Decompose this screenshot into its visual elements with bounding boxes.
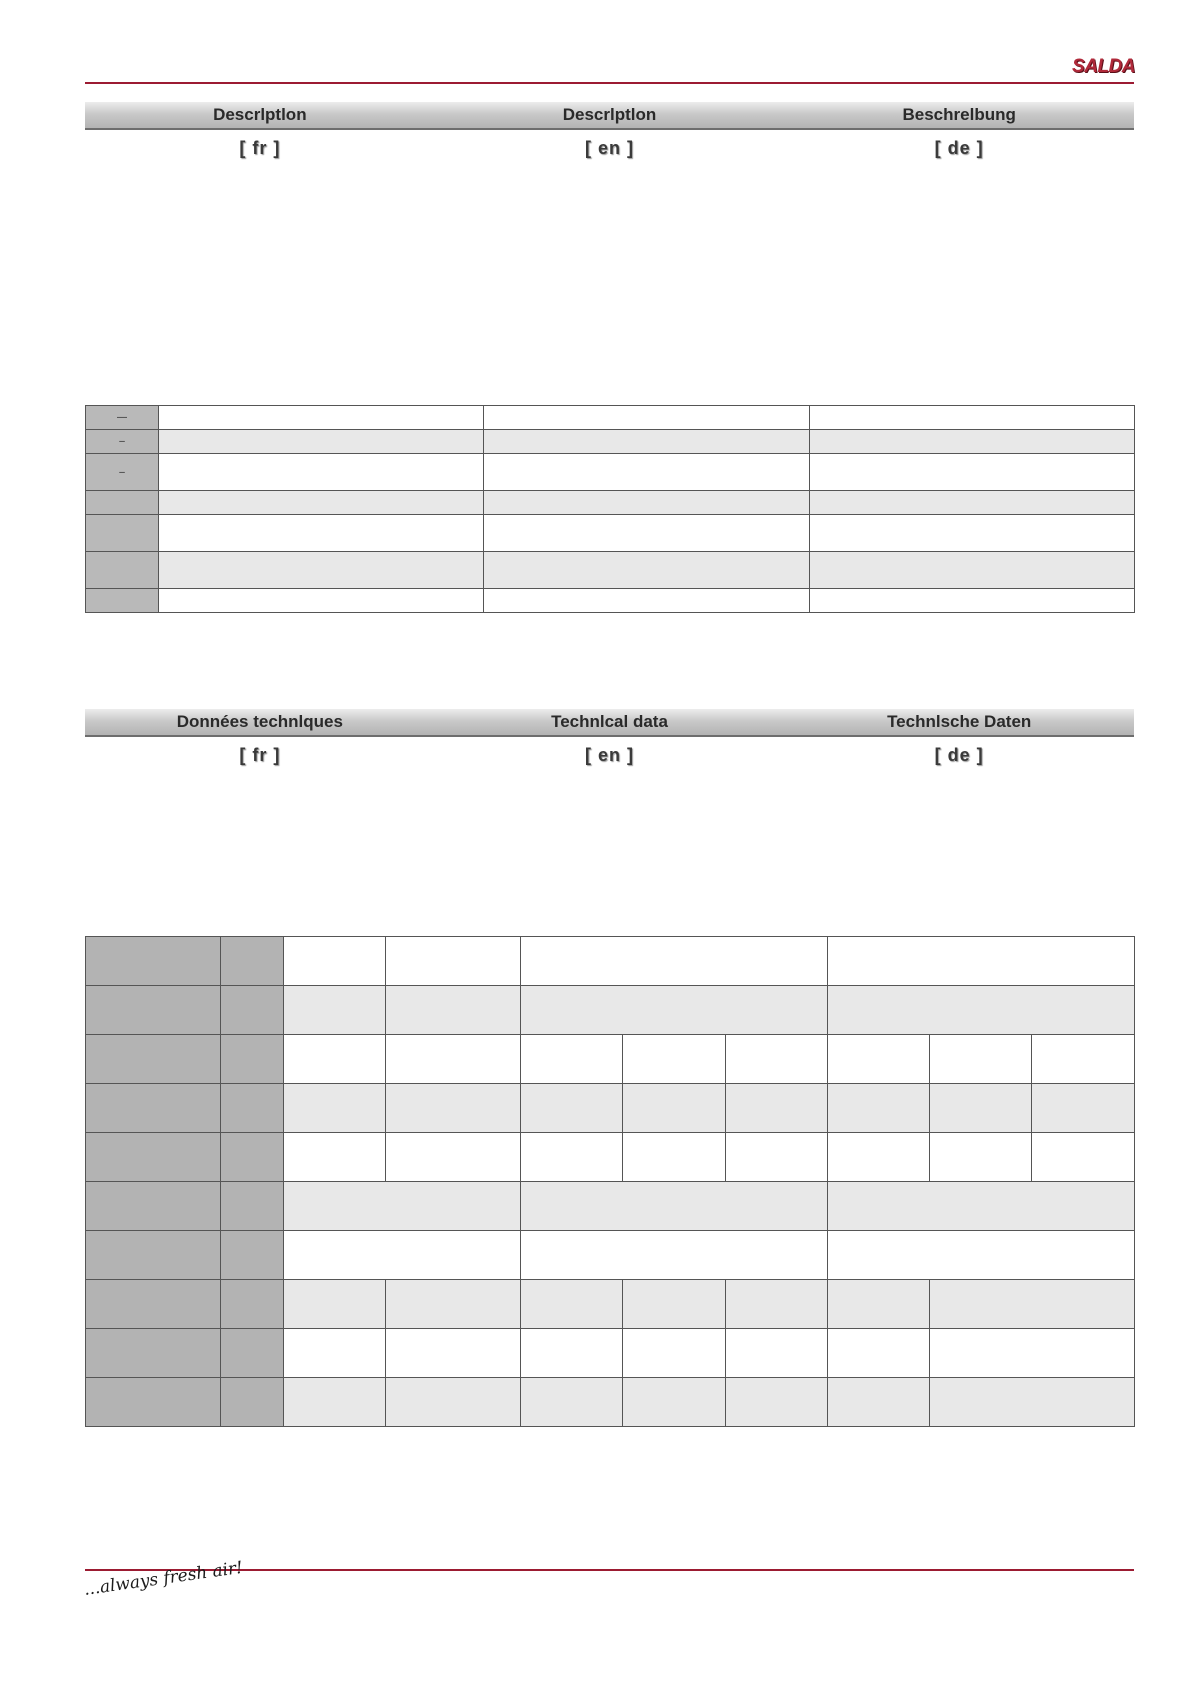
table-cell xyxy=(284,937,386,986)
table-cell xyxy=(623,1084,725,1133)
unit-cell xyxy=(221,1378,284,1427)
table-cell xyxy=(809,430,1134,454)
table-cell xyxy=(623,1280,725,1329)
table-cell xyxy=(725,1329,827,1378)
table-cell xyxy=(159,454,484,491)
salda-logo: SALDA xyxy=(1072,56,1135,77)
unit-cell xyxy=(221,1084,284,1133)
table-cell xyxy=(827,1035,929,1084)
table-row xyxy=(86,986,1135,1035)
unit-cell xyxy=(221,1231,284,1280)
table-cell xyxy=(827,1378,929,1427)
table-row xyxy=(86,1182,1135,1231)
technical-data-table xyxy=(85,936,1135,1427)
row-mark-cell xyxy=(86,515,159,552)
table-row xyxy=(86,589,1135,613)
table-cell xyxy=(929,1329,1134,1378)
table-cell xyxy=(386,1133,521,1182)
table-cell xyxy=(809,515,1134,552)
table-cell xyxy=(725,1084,827,1133)
table-cell xyxy=(1031,1035,1134,1084)
table-row xyxy=(86,1231,1135,1280)
table-row xyxy=(86,937,1135,986)
description-table xyxy=(85,405,1135,613)
unit-cell xyxy=(221,937,284,986)
param-cell xyxy=(86,1378,221,1427)
table-row xyxy=(86,1378,1135,1427)
table-cell xyxy=(484,430,809,454)
table-cell xyxy=(284,1280,386,1329)
table-cell xyxy=(623,1378,725,1427)
lang-tag-de: [ de ] xyxy=(934,744,984,765)
table-cell xyxy=(521,1133,623,1182)
table-cell xyxy=(484,454,809,491)
row-mark-cell: – xyxy=(86,430,159,454)
footer-slogan: ...always fresh air! xyxy=(82,1557,245,1600)
table-cell xyxy=(929,1280,1134,1329)
lang-tag-de: [ de ] xyxy=(934,137,984,158)
table-cell xyxy=(1031,1084,1134,1133)
table-cell xyxy=(827,1329,929,1378)
table-cell xyxy=(386,1378,521,1427)
table-cell xyxy=(484,491,809,515)
description-title-fr: Descrlptlon xyxy=(213,105,307,124)
table-cell xyxy=(827,1280,929,1329)
unit-cell xyxy=(221,1035,284,1084)
lang-tag-en: [ en ] xyxy=(585,137,634,158)
table-row xyxy=(86,1084,1135,1133)
table-cell xyxy=(159,515,484,552)
table-cell xyxy=(159,552,484,589)
table-cell xyxy=(159,491,484,515)
table-row xyxy=(86,1280,1135,1329)
table-cell xyxy=(929,1035,1031,1084)
param-cell xyxy=(86,1133,221,1182)
table-cell xyxy=(827,1182,1134,1231)
param-cell xyxy=(86,1035,221,1084)
table-row xyxy=(86,430,1135,454)
table-cell xyxy=(484,589,809,613)
table-cell xyxy=(284,1329,386,1378)
table-cell xyxy=(929,1378,1134,1427)
table-cell xyxy=(159,430,484,454)
param-cell xyxy=(86,1280,221,1329)
table-cell xyxy=(521,1329,623,1378)
param-cell xyxy=(86,1182,221,1231)
table-cell xyxy=(929,1133,1031,1182)
table-cell xyxy=(809,552,1134,589)
table-cell xyxy=(386,1084,521,1133)
table-cell xyxy=(521,937,827,986)
technical-title-en: Technlcal data xyxy=(551,712,668,731)
table-cell xyxy=(623,1035,725,1084)
table-cell xyxy=(386,1329,521,1378)
table-row xyxy=(86,406,1135,430)
technical-title-de: Technlsche Daten xyxy=(887,712,1032,731)
lang-tag-en: [ en ] xyxy=(585,744,634,765)
table-cell xyxy=(809,589,1134,613)
unit-cell xyxy=(221,1280,284,1329)
technical-lang-row xyxy=(85,743,1134,767)
row-mark-cell: – xyxy=(86,454,159,491)
table-cell xyxy=(521,1084,623,1133)
table-cell xyxy=(521,1280,623,1329)
table-row xyxy=(86,552,1135,589)
table-cell xyxy=(386,986,521,1035)
param-cell xyxy=(86,937,221,986)
technical-header-bar xyxy=(85,709,1134,737)
table-cell xyxy=(725,1378,827,1427)
row-mark-cell xyxy=(86,491,159,515)
table-cell xyxy=(827,986,1134,1035)
table-row xyxy=(86,515,1135,552)
lang-tag-fr: [ fr ] xyxy=(239,137,281,158)
table-cell xyxy=(284,1378,386,1427)
table-cell xyxy=(284,1035,386,1084)
table-cell xyxy=(284,1084,386,1133)
table-cell xyxy=(725,1035,827,1084)
description-title-en: Descrlptlon xyxy=(562,105,657,124)
table-cell xyxy=(623,1133,725,1182)
table-cell xyxy=(827,1133,929,1182)
unit-cell xyxy=(221,1133,284,1182)
table-row xyxy=(86,491,1135,515)
table-cell xyxy=(386,1280,521,1329)
unit-cell xyxy=(221,1329,284,1378)
description-lang-row xyxy=(85,136,1134,160)
row-mark-cell xyxy=(86,589,159,613)
description-header-bar xyxy=(85,102,1134,130)
param-cell xyxy=(86,1231,221,1280)
table-cell xyxy=(284,1133,386,1182)
param-cell xyxy=(86,986,221,1035)
table-cell xyxy=(484,406,809,430)
table-cell xyxy=(284,1182,521,1231)
table-cell xyxy=(809,491,1134,515)
table-cell xyxy=(521,1035,623,1084)
technical-title-fr: Données technlques xyxy=(176,712,343,731)
unit-cell xyxy=(221,986,284,1035)
table-cell xyxy=(484,515,809,552)
lang-tag-fr: [ fr ] xyxy=(239,744,281,765)
param-cell xyxy=(86,1084,221,1133)
table-cell xyxy=(809,406,1134,430)
table-cell xyxy=(159,589,484,613)
table-cell xyxy=(809,454,1134,491)
header-rule xyxy=(85,82,1134,84)
unit-cell xyxy=(221,1182,284,1231)
table-cell xyxy=(521,1378,623,1427)
table-cell xyxy=(284,1231,521,1280)
table-cell xyxy=(725,1280,827,1329)
table-row xyxy=(86,1329,1135,1378)
table-cell xyxy=(521,1231,827,1280)
table-cell xyxy=(484,552,809,589)
table-cell xyxy=(521,986,827,1035)
row-mark-cell xyxy=(86,552,159,589)
table-cell xyxy=(1031,1133,1134,1182)
table-cell xyxy=(623,1329,725,1378)
row-mark-cell: — xyxy=(86,406,159,430)
param-cell xyxy=(86,1329,221,1378)
table-cell xyxy=(929,1084,1031,1133)
table-cell xyxy=(725,1133,827,1182)
table-row xyxy=(86,1133,1135,1182)
description-title-de: Beschrelbung xyxy=(902,105,1016,124)
table-cell xyxy=(827,937,1134,986)
table-cell xyxy=(827,1084,929,1133)
table-row xyxy=(86,1035,1135,1084)
table-cell xyxy=(827,1231,1134,1280)
table-cell xyxy=(386,1035,521,1084)
table-cell xyxy=(386,937,521,986)
table-row xyxy=(86,454,1135,491)
table-cell xyxy=(284,986,386,1035)
table-cell xyxy=(521,1182,827,1231)
table-cell xyxy=(159,406,484,430)
